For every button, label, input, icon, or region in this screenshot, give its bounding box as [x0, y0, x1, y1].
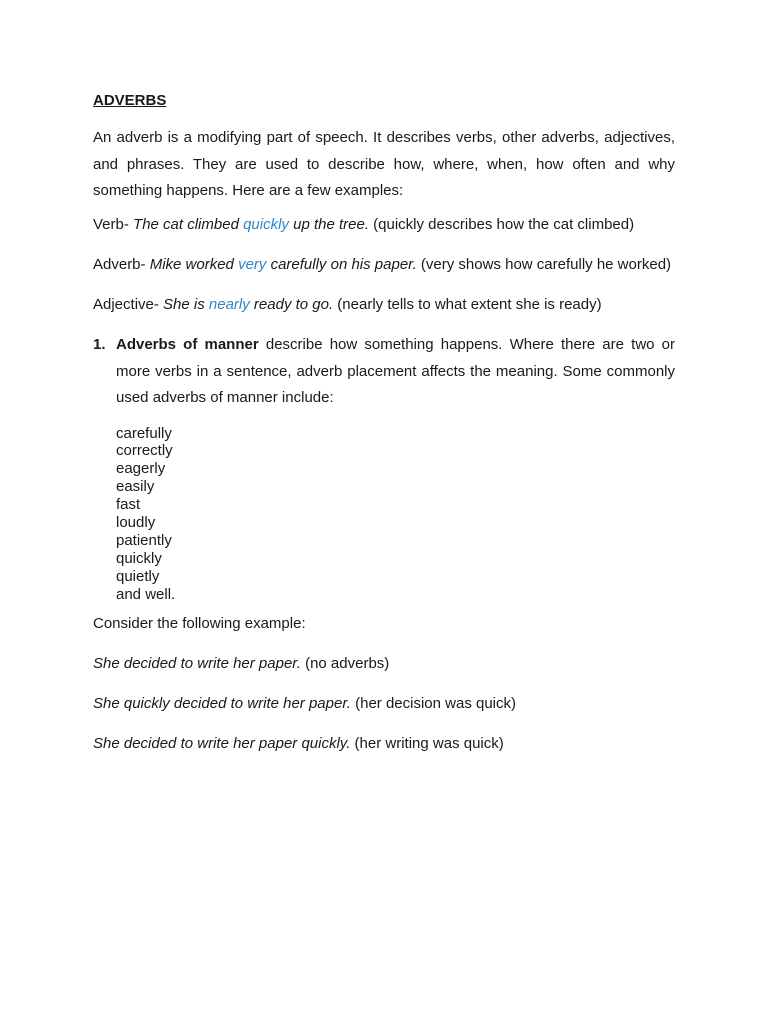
example-adverb-label: Adverb-	[93, 256, 150, 273]
list-item: easily	[116, 478, 155, 496]
example-sentence-italic: She decided to write her paper.	[93, 654, 301, 672]
example-adjective-note: (nearly tells to what extent she is ready)	[333, 295, 602, 313]
list-item: loudly	[116, 514, 156, 532]
list-item: correctly	[116, 442, 173, 460]
section-heading: Adverbs of manner	[116, 336, 259, 353]
example-sentence-note: (her writing was quick)	[350, 734, 504, 752]
example-adverb	[93, 252, 675, 279]
consider-line: Consider the following example:	[93, 614, 306, 632]
example-verb-note: (quickly describes how the cat climbed)	[369, 215, 635, 233]
list-item: carefully	[116, 424, 172, 442]
example-verb-label: Verb-	[93, 215, 134, 233]
example-adjective-sentence-end: ready to go.	[249, 295, 334, 313]
example-adverb-sentence-start: Mike worked	[149, 256, 239, 273]
example-sentence-italic: She quickly decided to write her paper.	[93, 694, 351, 712]
example-adverb-note: (very shows how carefully he worked)	[416, 256, 672, 273]
section-text: describe how something happens. Where there are two or more verbs in a sentence, adverb placement affects the meaning. Some commonly used adverbs of manner include:	[116, 336, 675, 406]
list-item: fast	[116, 496, 141, 514]
example-adverb-sentence-end: carefully on his paper.	[266, 256, 417, 273]
example-adjective-label: Adjective-	[93, 295, 164, 313]
list-item: quietly	[116, 567, 160, 585]
example-sentence-note: (no adverbs)	[300, 654, 390, 672]
list-item: eagerly	[116, 460, 166, 478]
list-item: patiently	[116, 531, 172, 549]
example-sentence	[93, 694, 675, 714]
section-adverbs-of-manner	[93, 332, 675, 412]
example-verb-highlight: quickly	[243, 215, 289, 233]
section-number: 1.	[93, 336, 106, 353]
example-verb-sentence-end: up the tree.	[288, 215, 369, 233]
example-adjective-highlight: nearly	[208, 295, 250, 313]
intro-paragraph: An adverb is a modifying part of speech. It describes verbs, other adverbs, adjectives, and phrases. They are used to describe how, where, when, how often and why something happens. Here are a few examples:	[93, 129, 675, 199]
example-sentence	[93, 654, 675, 674]
example-sentence-italic: She decided to write her paper quickly.	[93, 734, 351, 752]
manner-word-list	[116, 425, 675, 604]
list-item: and well.	[116, 585, 176, 603]
example-sentence-note: (her decision was quick)	[350, 694, 517, 712]
example-sentence	[93, 734, 675, 754]
example-adverb-highlight: very	[238, 256, 267, 273]
example-adjective-sentence-start: She is	[163, 295, 209, 313]
page-title: ADVERBS	[93, 92, 167, 109]
list-item: quickly	[116, 549, 162, 567]
example-verb	[93, 212, 675, 239]
example-verb-sentence-start: The cat climbed	[133, 215, 244, 233]
document-page	[93, 91, 675, 754]
example-adjective	[93, 292, 675, 319]
